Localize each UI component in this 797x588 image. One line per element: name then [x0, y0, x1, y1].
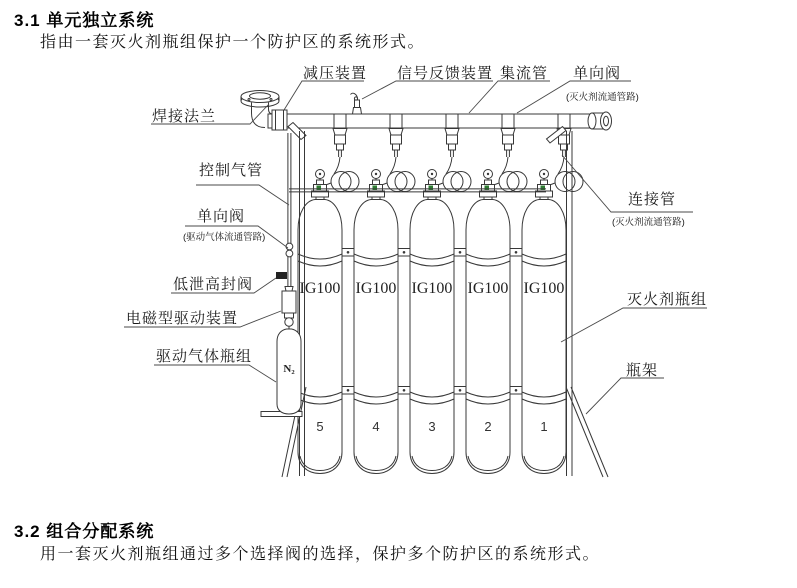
cylinder-number: 5: [316, 419, 324, 434]
manifold-pipe: [268, 114, 590, 128]
signal-feedback-device: [351, 93, 362, 114]
pressure-reducer-device: [272, 110, 287, 130]
label-weld-flange: 焊接法兰: [152, 108, 217, 125]
label-drive-check-valve: 单向阀: [197, 208, 246, 225]
label-top-check-valve-note: (灭火剂流通管路): [566, 92, 639, 103]
cylinder-agent-label: IG100: [523, 280, 565, 297]
label-bottle-rack: 瓶架: [626, 362, 659, 379]
label-top-check-valve: 单向阀: [573, 65, 622, 82]
section-3-1-body: 指由一套灭火剂瓶组保护一个防护区的系统形式。: [40, 34, 426, 51]
cylinder-number: 1: [540, 419, 548, 434]
cylinder-number: 3: [428, 419, 436, 434]
section-3-2-body: 用一套灭火剂瓶组通过多个选择阀的选择，保护多个防护区的系统形式。: [40, 546, 601, 563]
label-solenoid-actuator: 电磁型驱动装置: [126, 310, 239, 327]
drive-gas-assembly: [261, 287, 302, 417]
label-connecting-pipe-note: (灭火剂流通管路): [612, 217, 685, 228]
cylinder-agent-label: IG100: [355, 280, 397, 297]
cylinder-number: 4: [372, 419, 380, 434]
cylinder-number: 2: [484, 419, 492, 434]
cylinder-agent-label: IG100: [411, 280, 453, 297]
label-manifold: 集流管: [500, 65, 549, 82]
drive-check-valve-device: [286, 243, 293, 257]
label-connecting-pipe: 连接管: [628, 191, 677, 208]
section-3-1-heading: 3.1 单元独立系统: [14, 11, 155, 30]
label-drive-gas-bottle: 驱动气体瓶组: [156, 348, 253, 365]
cylinder-agent-label: IG100: [299, 280, 341, 297]
low-leak-valve-device: [276, 272, 287, 279]
label-drive-check-valve-note: (驱动气体流通管路): [183, 232, 266, 243]
cylinder-agent-label: IG100: [467, 280, 509, 297]
section-3-2-heading: 3.2 组合分配系统: [14, 522, 155, 541]
drive-bottle-label: N₂: [283, 363, 295, 375]
label-control-pipe: 控制气管: [199, 162, 264, 179]
label-low-leak-valve: 低泄高封阀: [173, 276, 254, 293]
label-pressure-reducer: 减压装置: [303, 65, 368, 82]
manifold-end-cap: [588, 112, 612, 130]
label-agent-bottles: 灭火剂瓶组: [627, 291, 708, 308]
label-signal-feedback: 信号反馈装置: [397, 65, 494, 82]
